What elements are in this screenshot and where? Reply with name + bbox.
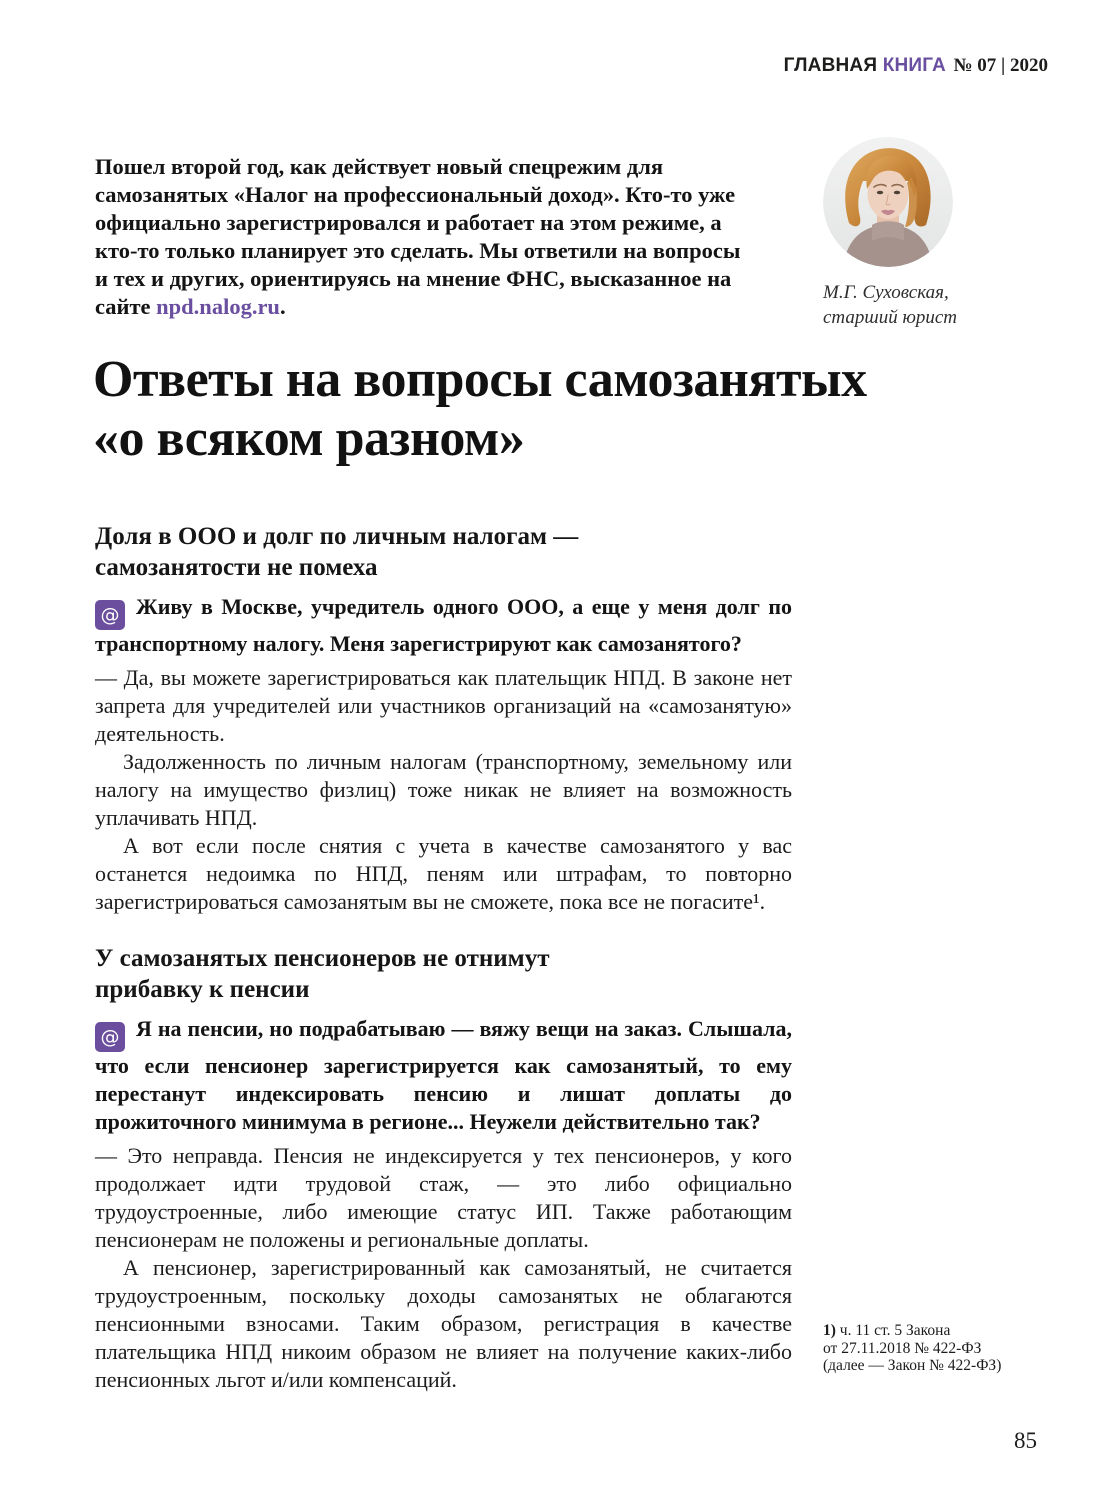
author-photo-graphic — [823, 137, 953, 267]
section-pensioners — [95, 943, 792, 1394]
author-name: М.Г. Суховская, — [823, 282, 949, 303]
heading-line-1: У самозанятых пенсионеров не отнимут — [95, 945, 550, 972]
author-caption — [823, 280, 1023, 330]
answer-paragraph: А пенсионер, зарегистрированный как самозанятый, не считается трудоустроенным, поскольку доходы самозанятых не облагаются пенсионными взносами. Таким образом, регистрация в качестве плательщика НПД никоим образом не влияет на получение каких-либо пенсионных льгот и/или компенсаций. — [95, 1255, 792, 1392]
at-icon: @ — [95, 600, 125, 630]
journal-issue: № 07 | 2020 — [953, 55, 1048, 76]
footnote-line: от 27.11.2018 № 422-ФЗ — [823, 1339, 982, 1357]
journal-name-part2: КНИГА — [882, 55, 946, 76]
answer — [95, 664, 792, 916]
page-number: 85 — [1014, 1428, 1037, 1453]
at-icon: @ — [95, 1022, 125, 1052]
journal-header — [784, 55, 1048, 77]
heading-line-2: самозанятости не помеха — [95, 554, 378, 581]
author-photo — [823, 137, 953, 267]
author-block — [823, 137, 1023, 330]
footnote-line: (далее — Закон № 422-ФЗ) — [823, 1357, 1002, 1374]
title-line-1: Ответы на вопросы самозанятых — [93, 351, 867, 408]
footnote-line — [823, 1322, 1033, 1340]
question — [95, 1015, 792, 1136]
section-heading — [95, 521, 792, 583]
footnote — [823, 1322, 1033, 1375]
answer-paragraph: Задолженность по личным налогам (транспортному, земельному или налогу на имущество физлиц) тоже никак не влияет на возможность уплачивать НПД. — [95, 749, 792, 830]
answer-paragraph: А вот если после снятия с учета в качестве самозанятого у вас останется недоимка по НПД, пеням или штрафам, то повторно зарегистрироваться самозанятым вы не сможете, пока все не погасите¹. — [95, 833, 792, 914]
title-line-2: «о всяком разном» — [93, 410, 525, 467]
intro-text: Пошел второй год, как действует новый спецрежим для самозанятых «Налог на профессиональный доход». Кто-то уже официально зарегистрировался и работает на этом режиме, а кто-то только планирует это сделать. Мы ответили на вопросы и тех и других, ориентируясь на мнение ФНС, высказанное на сайте — [95, 153, 741, 319]
section-ooo-debt — [95, 521, 792, 916]
author-role: старший юрист — [823, 307, 958, 328]
section-heading — [95, 943, 792, 1005]
footnote-marker: 1) — [823, 1322, 836, 1339]
answer — [95, 1142, 792, 1394]
article-body — [95, 521, 792, 1394]
footnote-text: ч. 11 ст. 5 Закона — [835, 1322, 951, 1339]
npd-nalog-link[interactable]: npd.nalog.ru — [156, 293, 280, 319]
question — [95, 593, 792, 658]
answer-paragraph: — Да, вы можете зарегистрироваться как плательщик НПД. В законе нет запрета для учредителей или участников организаций на «самозанятую» деятельность. — [95, 665, 792, 746]
article-title — [93, 350, 1043, 468]
journal-name-part1: ГЛАВНАЯ — [783, 55, 878, 76]
question-text: Я на пенсии, но подрабатываю — вяжу вещи на заказ. Слышала, что если пенсионер зарегистрируется как самозанятый, то ему перестанут индексировать пенсию и лишат доплаты до прожиточного минимума в регионе... Неужели действительно так? — [95, 1016, 792, 1134]
intro-paragraph — [95, 153, 757, 321]
question-text: Живу в Москве, учредитель одного ООО, а еще у меня долг по транспортному налогу. Меня зарегистрируют как самозанятого? — [95, 594, 792, 656]
answer-paragraph: — Это неправда. Пенсия не индексируется у тех пенсионеров, у кого продолжает идти трудовой стаж, — это либо официально трудоустроенные, либо имеющие статус ИП. Также работающим пенсионерам не положены и региональные доплаты. — [95, 1143, 792, 1252]
intro-text-end: . — [279, 293, 286, 319]
heading-line-2: прибавку к пенсии — [95, 976, 310, 1003]
heading-line-1: Доля в ООО и долг по личным налогам — — [95, 523, 579, 550]
